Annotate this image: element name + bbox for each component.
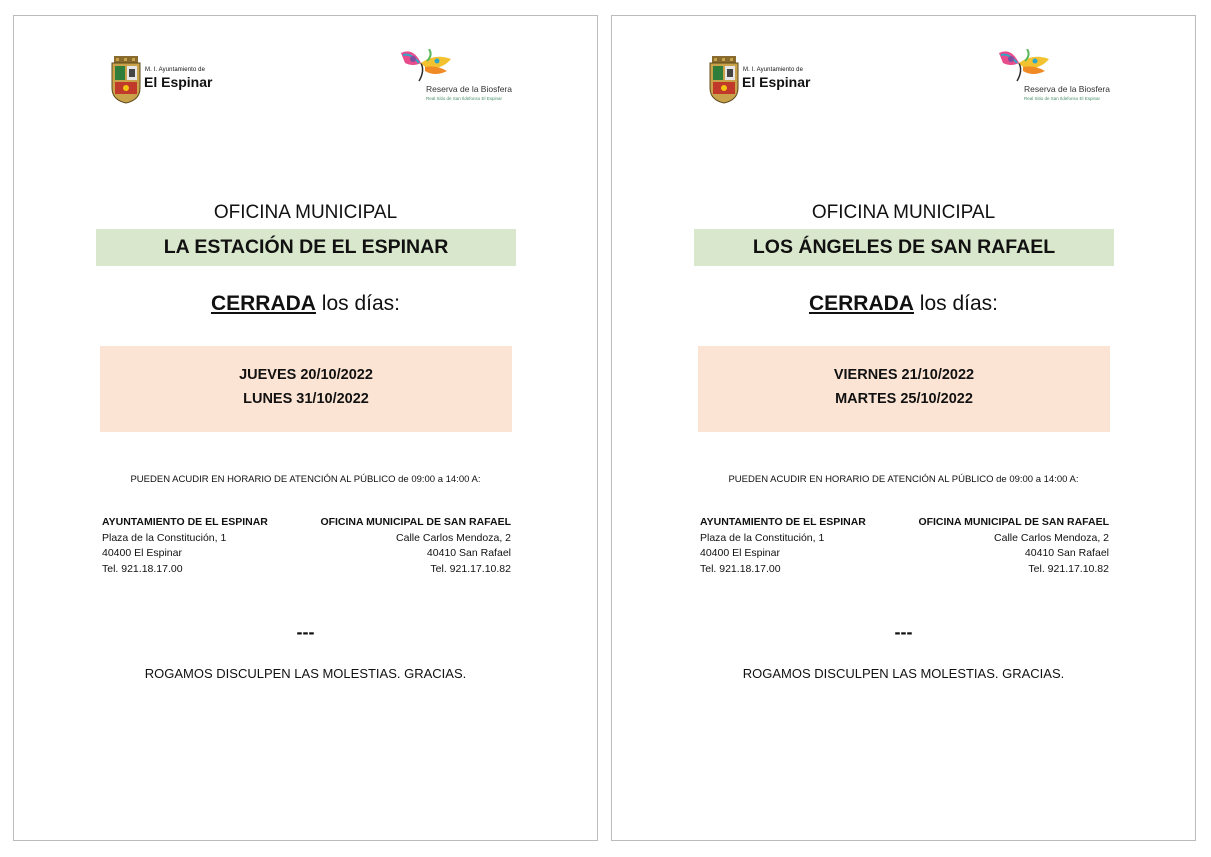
biosfera-title: Reserva de la Biosfera [426, 84, 512, 94]
document-page-left [13, 15, 598, 841]
ayuntamiento-name: El Espinar [144, 74, 213, 90]
separator: --- [296, 622, 315, 642]
address-name: OFICINA MUNICIPAL DE SAN RAFAEL [918, 516, 1109, 528]
biosfera-subtitle: Real Sitio de San Ildefonso El Espinar [1024, 96, 1101, 101]
butterfly-icon [399, 49, 459, 89]
address-street: Plaza de la Constitución, 1 [700, 531, 825, 544]
closed-date: VIERNES 21/10/2022 [833, 367, 975, 383]
coat-of-arms-icon [708, 56, 740, 104]
address-phone: Tel. 921.18.17.00 [700, 562, 781, 575]
office-name: LA ESTACIÓN DE EL ESPINAR [96, 229, 516, 266]
ayuntamiento-small-text: M. I. Ayuntamiento de [743, 67, 804, 73]
apology-text: ROGAMOS DISCULPEN LAS MOLESTIAS. GRACIAS. [144, 666, 467, 681]
closed-suffix: los días: [315, 292, 401, 315]
separator: --- [894, 622, 913, 642]
biosfera-logo [399, 49, 519, 107]
address-street: Calle Carlos Mendoza, 2 [994, 531, 1109, 544]
ayuntamiento-logo [110, 56, 230, 104]
document-page-right [611, 15, 1196, 841]
attention-note: PUEDEN ACUDIR EN HORARIO DE ATENCIÓN AL PÚBLICO de 09:00 a 14:00 A: [130, 474, 481, 485]
coat-of-arms-icon [110, 56, 142, 104]
closed-date: LUNES 31/10/2022 [243, 391, 369, 407]
ayuntamiento-small-text: M. I. Ayuntamiento de [145, 67, 206, 73]
address-ayuntamiento [700, 515, 866, 577]
address-street: Calle Carlos Mendoza, 2 [396, 531, 511, 544]
address-name: OFICINA MUNICIPAL DE SAN RAFAEL [320, 516, 511, 528]
address-phone: Tel. 921.17.10.82 [1028, 562, 1109, 575]
address-ayuntamiento [102, 515, 268, 577]
address-san-rafael [320, 515, 511, 577]
address-city: 40410 San Rafael [426, 547, 511, 559]
butterfly-icon [997, 49, 1057, 89]
biosfera-title: Reserva de la Biosfera [1024, 84, 1110, 94]
closed-dates-box [100, 346, 512, 432]
closed-line [14, 292, 597, 316]
address-name: AYUNTAMIENTO DE EL ESPINAR [700, 516, 866, 528]
apology-text: ROGAMOS DISCULPEN LAS MOLESTIAS. GRACIAS. [742, 666, 1065, 681]
address-phone: Tel. 921.18.17.00 [102, 562, 183, 575]
address-street: Plaza de la Constitución, 1 [102, 531, 227, 544]
ayuntamiento-logo [708, 56, 828, 104]
address-city: 40410 San Rafael [1024, 547, 1109, 559]
address-city: 40400 El Espinar [700, 547, 780, 559]
office-heading: OFICINA MUNICIPAL [213, 202, 398, 223]
office-heading: OFICINA MUNICIPAL [811, 202, 996, 223]
address-city: 40400 El Espinar [102, 547, 182, 559]
address-name: AYUNTAMIENTO DE EL ESPINAR [102, 516, 268, 528]
address-phone: Tel. 921.17.10.82 [430, 562, 511, 575]
closed-line [612, 292, 1195, 316]
closed-word: CERRADA [808, 292, 914, 315]
address-san-rafael [918, 515, 1109, 577]
ayuntamiento-name: El Espinar [742, 74, 811, 90]
office-name: LOS ÁNGELES DE SAN RAFAEL [694, 229, 1114, 266]
closed-date: JUEVES 20/10/2022 [239, 367, 373, 383]
closed-suffix: los días: [913, 292, 999, 315]
biosfera-subtitle: Real Sitio de San Ildefonso El Espinar [426, 96, 503, 101]
closed-word: CERRADA [210, 292, 316, 315]
attention-note: PUEDEN ACUDIR EN HORARIO DE ATENCIÓN AL PÚBLICO de 09:00 a 14:00 A: [728, 474, 1079, 485]
closed-dates-box [698, 346, 1110, 432]
biosfera-logo [997, 49, 1117, 107]
closed-date: MARTES 25/10/2022 [835, 391, 973, 407]
